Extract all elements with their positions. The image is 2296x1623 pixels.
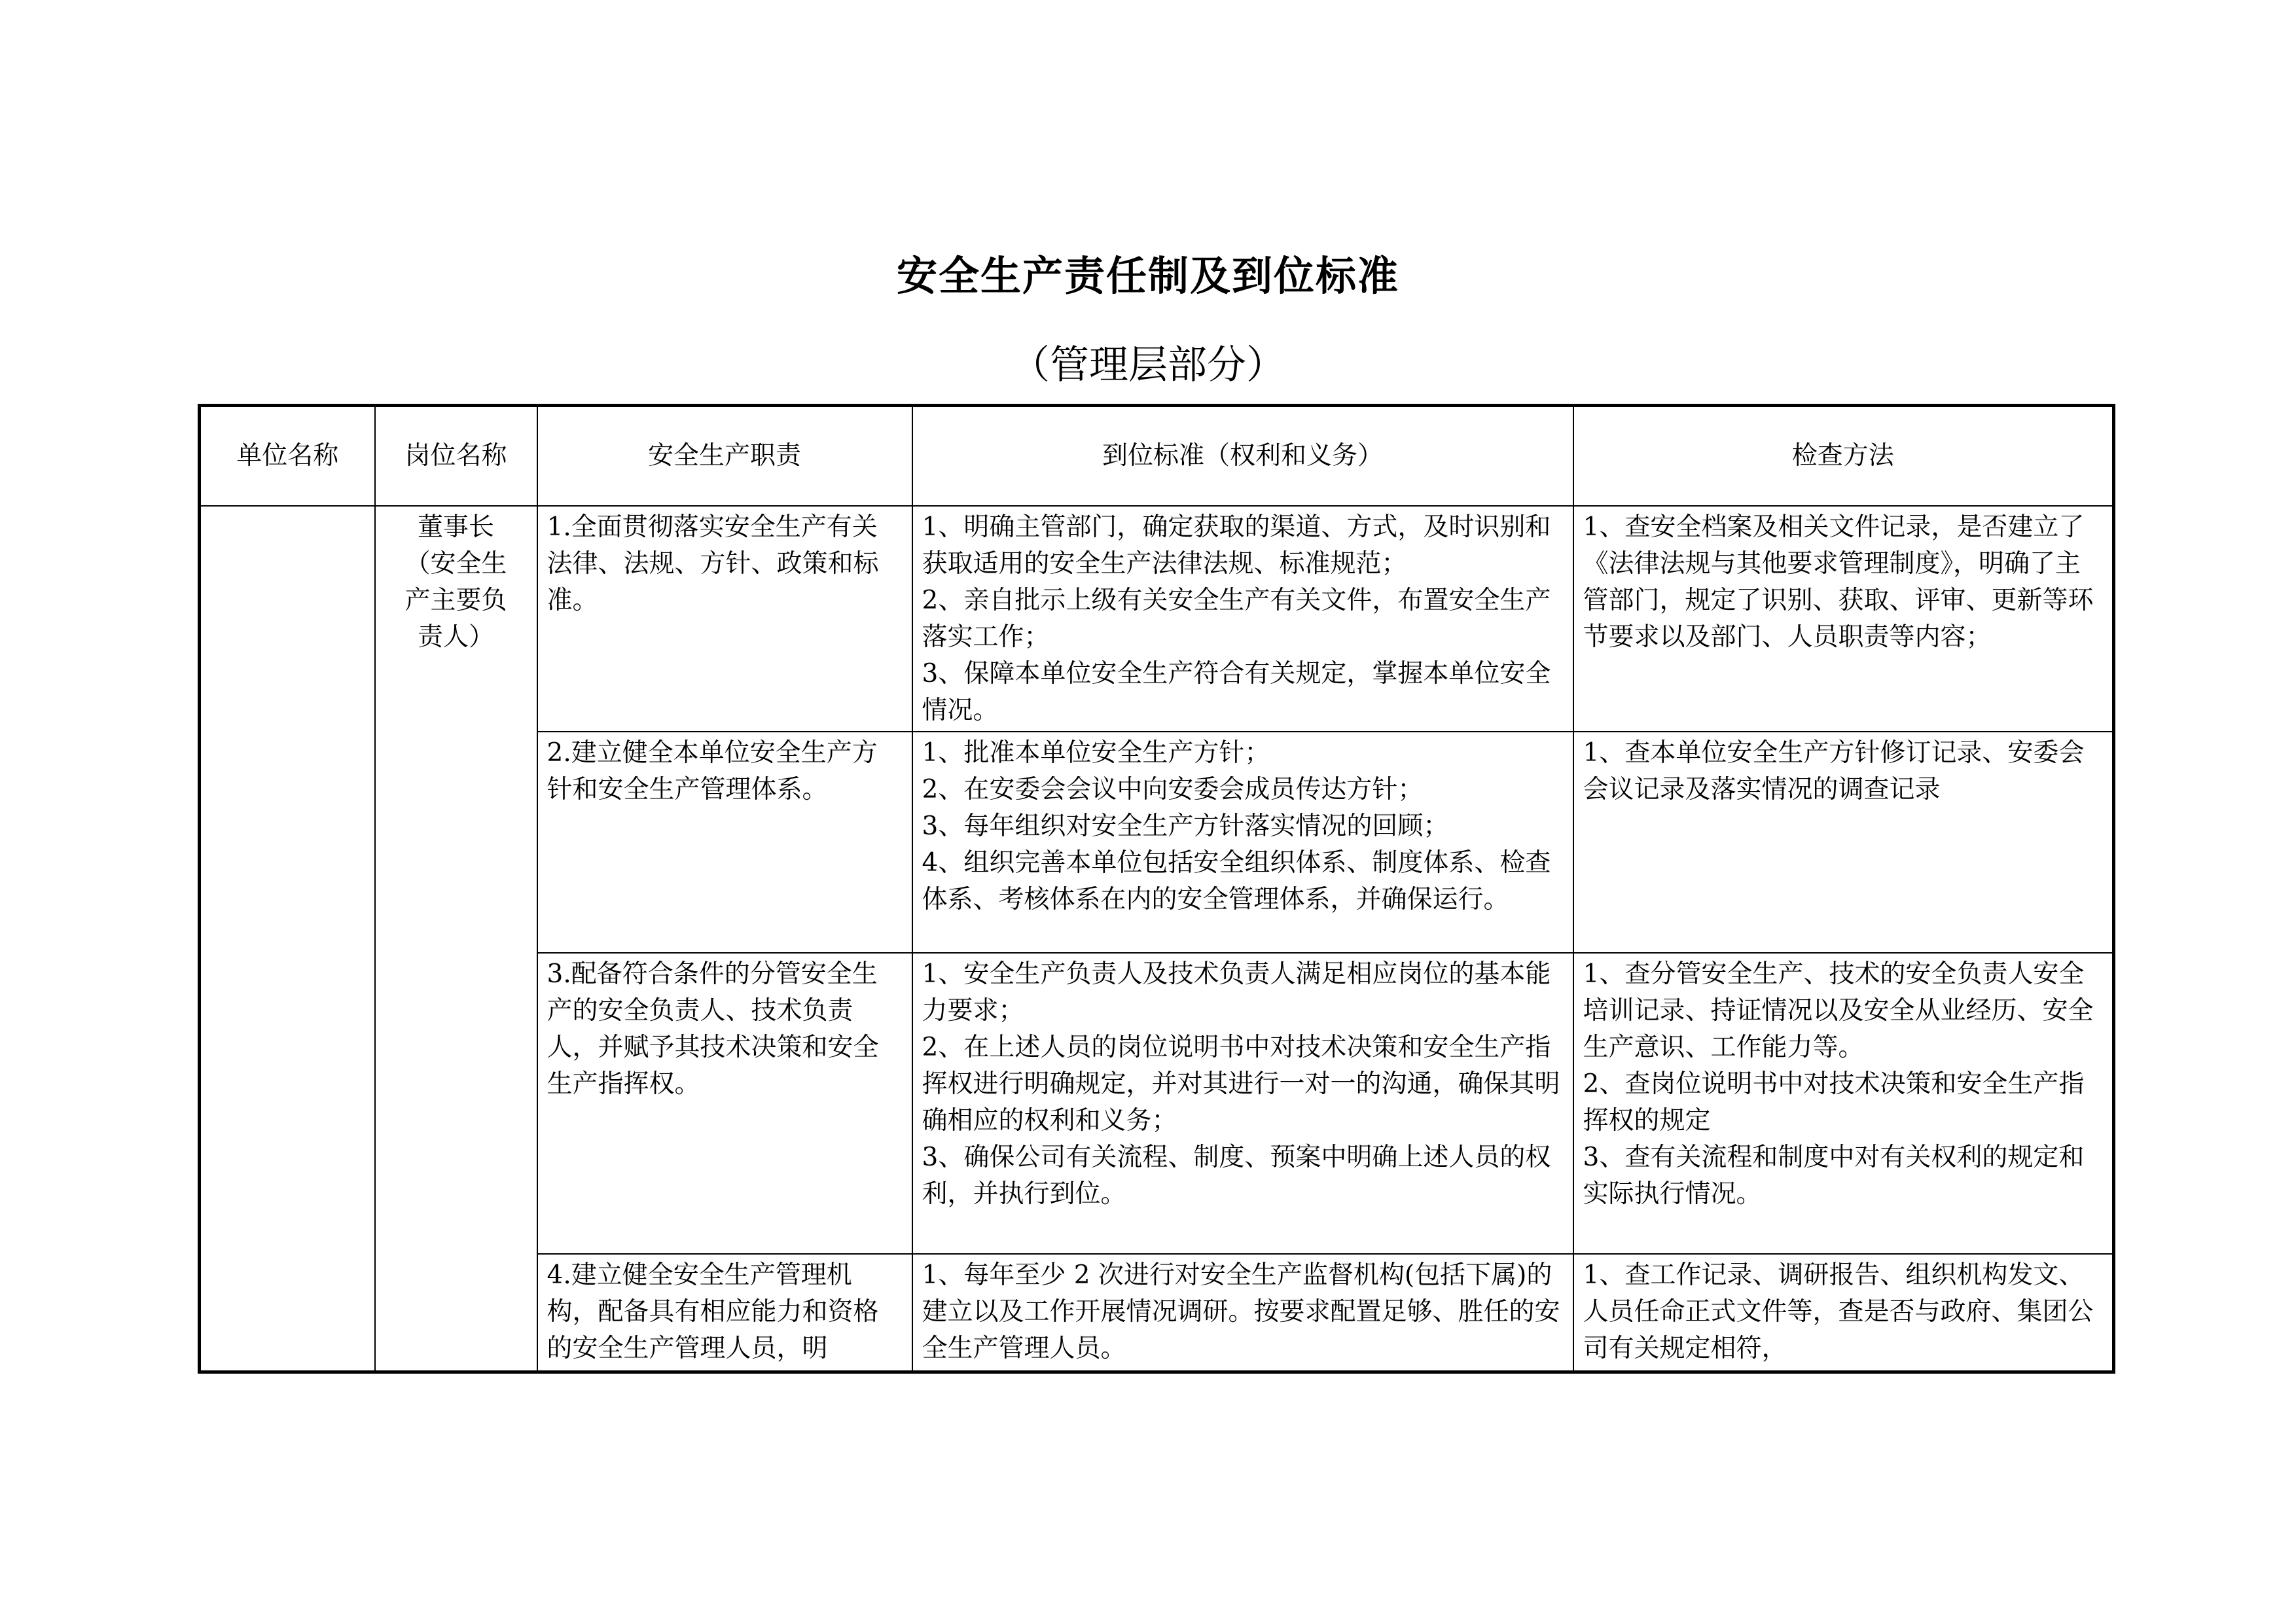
post-name-line: （安全生: [404, 549, 507, 579]
standard-item: 4、组织完善本单位包括安全组织体系、制度体系、检查体系、考核体系在内的安全管理体系，并确保运行。: [922, 848, 1551, 914]
standard-item: 1、明确主管部门，确定获取的渠道、方式，及时识别和获取适用的安全生产法律法规、标准规范；: [922, 512, 1551, 579]
post-name-line: 董事长: [417, 512, 494, 542]
standard-item: 1、每年至少 2 次进行对安全生产监督机构(包括下属)的建立以及工作开展情况调研。按要求配置足够、胜任的安全生产管理人员。: [922, 1260, 1560, 1363]
check-cell: [1573, 732, 2114, 953]
standard-item: 1、安全生产负责人及技术负责人满足相应岗位的基本能力要求；: [922, 959, 1551, 1026]
check-item: 3、查有关流程和制度中对有关权利的规定和实际执行情况。: [1583, 1143, 2085, 1209]
check-item: 1、查本单位安全生产方针修订记录、安委会会议记录及落实情况的调查记录: [1583, 738, 2085, 804]
document-title: 安全生产责任制及到位标准: [896, 252, 1399, 300]
post-name-line: 产主要负: [404, 586, 507, 615]
duty-cell: 1.全面贯彻落实安全生产有关法律、法规、方针、政策和标准。: [537, 506, 912, 732]
header-post-name: 岗位名称: [375, 406, 537, 507]
header-safety-duty: 安全生产职责: [537, 406, 912, 507]
table-row: [200, 506, 2114, 732]
table-header-row: [200, 406, 2114, 507]
post-name-cell: [375, 506, 537, 1372]
unit-name-cell: [200, 506, 375, 1372]
standard-item: 3、每年组织对安全生产方针落实情况的回顾；: [922, 812, 1449, 841]
standard-cell: [912, 1254, 1573, 1372]
check-item: 1、查工作记录、调研报告、组织机构发文、人员任命正式文件等，查是否与政府、集团公司有关规定相符，: [1583, 1260, 2094, 1363]
check-cell: [1573, 1254, 2114, 1372]
post-name-line: 责人）: [417, 622, 494, 652]
check-item: 1、查分管安全生产、技术的安全负责人安全培训记录、持证情况以及安全从业经历、安全生产意识、工作能力等。: [1583, 959, 2094, 1062]
header-check-method: 检查方法: [1573, 406, 2114, 507]
duty-cell: 2.建立健全本单位安全生产方针和安全生产管理体系。: [537, 732, 912, 953]
standard-cell: [912, 953, 1573, 1254]
document-subtitle: （管理层部分）: [1011, 342, 1285, 388]
duty-cell: 4.建立健全安全生产管理机构，配备具有相应能力和资格的安全生产管理人员，明: [537, 1254, 912, 1372]
duty-cell: 3.配备符合条件的分管安全生产的安全负责人、技术负责人，并赋予其技术决策和安全生产指挥权。: [537, 953, 912, 1254]
check-cell: [1573, 953, 2114, 1254]
standard-item: 1、批准本单位安全生产方针；: [922, 738, 1270, 768]
standard-cell: [912, 506, 1573, 732]
standard-item: 3、确保公司有关流程、制度、预案中明确上述人员的权利，并执行到位。: [922, 1143, 1551, 1209]
standard-item: 2、在上述人员的岗位说明书中对技术决策和安全生产指挥权进行明确规定，并对其进行一对一的沟通，确保其明确相应的权利和义务；: [922, 1033, 1560, 1135]
check-item: 1、查安全档案及相关文件记录，是否建立了《法律法规与其他要求管理制度》，明确了主管部门，规定了识别、获取、评审、更新等环节要求以及部门、人员职责等内容；: [1583, 512, 2094, 652]
check-cell: [1573, 506, 2114, 732]
standard-cell: [912, 732, 1573, 953]
header-unit-name: 单位名称: [200, 406, 375, 507]
standard-item: 2、在安委会会议中向安委会成员传达方针；: [922, 775, 1424, 804]
standard-item: 3、保障本单位安全生产符合有关规定，掌握本单位安全情况。: [922, 659, 1551, 725]
header-standard: 到位标准（权利和义务）: [912, 406, 1573, 507]
check-item: 2、查岗位说明书中对技术决策和安全生产指挥权的规定: [1583, 1069, 2085, 1135]
responsibility-table: [198, 404, 2115, 1374]
standard-item: 2、亲自批示上级有关安全生产有关文件，布置安全生产落实工作；: [922, 586, 1551, 652]
